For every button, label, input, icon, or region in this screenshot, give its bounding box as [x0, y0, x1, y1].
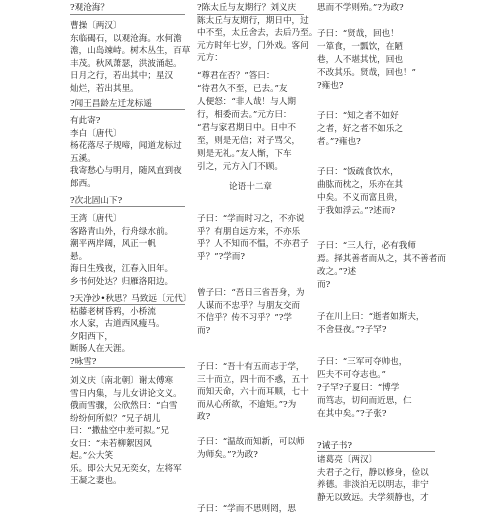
block-first-line: 曹操〔两汉〕	[70, 21, 122, 31]
text-line: 乎？有朋自远方来，不亦乐	[197, 226, 301, 237]
block-first-line: 王湾〔唐代〕	[70, 214, 122, 224]
text-line: 乡书何处达？归雁洛阳边。	[70, 276, 174, 287]
block-first-line: 子曰：“吾十有五而志于学，	[197, 362, 305, 372]
text-line: 海日生残夜，江春入旧年。	[70, 264, 174, 274]
text-line: 不改其乐。贤哉，回也！”	[317, 68, 416, 78]
block-first-line: 子曰：“学而不思则罔，思	[197, 504, 296, 514]
text-line: ?子罕?子夏曰：“博学	[317, 383, 400, 393]
text-line: 日月之行，若出其中；星汉	[70, 71, 174, 81]
block-first-line: 有此寄?	[70, 116, 101, 126]
block-first-line: ?诫子书?	[317, 441, 352, 451]
text-line: 俄而雪骤，公欣然曰：“白雪	[70, 401, 178, 411]
block-first-line: ?陈太丘与友期行？刘义庆	[197, 3, 297, 13]
text-line: 东临碣石，以观沧海。水何澹	[70, 33, 182, 44]
text-line: 中不至，太丘舍去，去后乃至。	[197, 28, 318, 38]
text-line: 陈太丘与友期行，期日中，过	[197, 15, 309, 26]
text-block	[197, 436, 304, 461]
text-line: 在其中矣。”?子张?	[317, 409, 387, 419]
text-line: 引之，元方入门不顾。	[197, 162, 283, 172]
text-line: 一箪食，一瓢饮，在陋	[317, 42, 403, 52]
text-block	[70, 375, 185, 488]
text-line: 人便怒：“非人哉！与人期	[197, 97, 296, 107]
block-first-line: 论语十二章	[229, 182, 272, 192]
text-line: 中矣。不义而富且贵，	[317, 193, 403, 203]
text-block	[317, 28, 435, 93]
text-line: 乎？”?学而?	[197, 251, 245, 262]
block-first-line: 思而不学则殆。”?为政?	[317, 3, 404, 13]
text-line: 人谋而不忠乎？与朋友交而	[197, 300, 301, 311]
text-line: 杨花落尽子规啼，闻道龙标过	[70, 141, 182, 151]
text-block	[317, 110, 435, 149]
text-block	[70, 98, 185, 111]
text-line: “待君久不至，已去。”友	[197, 84, 288, 94]
block-first-line: ?次北固山下?	[70, 196, 123, 206]
text-line: 断肠人在天涯。	[70, 344, 131, 354]
block-first-line: 子曰：“温故而知新，可以师	[197, 437, 305, 447]
block-first-line: 诸葛亮〔两汉〕	[317, 455, 378, 465]
block-first-line: 子曰：“知之者不如好	[317, 111, 399, 121]
text-line: 夕阳西下，	[70, 331, 113, 342]
block-first-line: 曾子曰：“吾日三省吾身，为	[197, 288, 305, 298]
text-line: 雪日内集，与儿女讲论文义。	[70, 388, 182, 399]
text-line: 则是无礼。”友人惭，下车	[197, 149, 292, 159]
text-line: 王凝之妻也。	[70, 476, 122, 486]
text-line: 五溪。	[70, 153, 96, 164]
text-block	[317, 240, 446, 292]
text-line: 而从心所欲，不逾矩。”?为	[197, 399, 297, 410]
text-block	[317, 454, 435, 504]
block-first-line: 子曰：“学而时习之，不亦说	[197, 214, 305, 224]
block-first-line: ?闻王昌龄左迁龙标遥	[70, 99, 152, 109]
text-line: 不信乎？传不习乎？”?学	[197, 313, 292, 323]
text-line: 郎西。	[70, 178, 96, 189]
block-first-line: 子曰：“饭疏食饮水，	[317, 167, 399, 177]
text-line: 为师矣。”?为政?	[197, 449, 258, 460]
text-line: 纷纷何所似？”兄子胡儿	[70, 413, 161, 424]
block-first-line: 子曰：“贤哉，回也！	[317, 29, 399, 39]
text-line: 起。”公大笑	[70, 451, 114, 461]
text-line: 静无以致远。夫学须静也，才	[317, 492, 429, 503]
block-first-line: ?天净沙•秋思？马致远〔元代〕	[70, 294, 192, 304]
text-line: 曰：“撒盐空中差可拟。”兄	[70, 426, 170, 436]
text-line: 行，相委而去。”元方曰：	[197, 110, 292, 120]
text-block	[317, 311, 435, 337]
text-line: 三十而立，四十而不惑，五十	[197, 374, 309, 385]
text-line: 而笃志，切问而近思，仁	[317, 396, 412, 406]
block-first-line: ?观沧海？	[70, 3, 109, 13]
text-block	[317, 356, 435, 421]
text-line: 元方时年七岁，门外戏。客问	[197, 40, 309, 51]
text-line: 不舍昼夜。”?子罕?	[317, 325, 387, 335]
text-line: 夫君子之行，静以修身，俭以	[317, 467, 429, 478]
text-block	[70, 293, 192, 356]
text-block	[197, 70, 304, 174]
text-block	[317, 166, 435, 218]
text-line: 者。”?雍也?	[317, 137, 361, 147]
text-line: ?雍也?	[317, 81, 344, 91]
text-line: 政?	[197, 412, 211, 422]
block-first-line: 子曰：“三军可夺帅也，	[317, 357, 408, 367]
text-line: 潮平两岸阔，风正一帆	[70, 239, 156, 249]
text-block	[197, 503, 304, 516]
text-line: 枯藤老树昏鸦，小桥流	[70, 306, 156, 317]
text-block	[70, 195, 185, 208]
text-line: 而知天命，六十而耳顺，七十	[197, 387, 309, 397]
text-line: 于我如浮云。”?述而?	[317, 206, 396, 216]
text-line: 而?	[197, 325, 211, 336]
text-line: 元方：	[197, 53, 223, 63]
text-line: 焉。择其善者而从之，其不善者而	[317, 254, 446, 264]
text-line: 匹夫不可夺志也。”	[317, 370, 386, 380]
text-line: 乎？人不知而不愠，不亦君子	[197, 239, 309, 249]
block-first-line: “尊君在否？”答曰：	[197, 71, 275, 81]
text-line: 水人家，古道西风瘦马。	[70, 319, 165, 329]
text-line: 改之。”?述	[317, 267, 357, 277]
text-block	[70, 20, 191, 95]
text-line: 乐。即公大兄无奕女，左将军	[70, 463, 182, 474]
block-first-line: 刘义庆〔南北朝〕谢太傅寒	[70, 376, 174, 386]
text-block	[197, 181, 304, 194]
text-block	[70, 2, 185, 15]
text-line: 巷，人不堪其忧，回也	[317, 55, 403, 65]
text-line: 女曰：“未若柳絮因风	[70, 438, 152, 449]
text-line: 养德。非淡泊无以明志，非宁	[317, 480, 429, 490]
text-line: 至，则是无信；对子骂父，	[197, 136, 301, 146]
text-line: 丰茂。秋风萧瑟，洪波涌起。	[70, 58, 182, 69]
text-line: “君与家君期日中。日中不	[197, 123, 296, 133]
text-line: 悬。	[70, 251, 88, 262]
block-first-line: 子曰：“三人行，必有我师	[317, 241, 416, 251]
text-block	[70, 115, 185, 190]
text-block	[70, 356, 185, 369]
text-line: 客路青山外，行舟绿水前。	[70, 226, 174, 237]
text-line: 之者，好之者不如乐之	[317, 124, 403, 134]
text-line: 李白〔唐代〕	[70, 128, 122, 139]
text-block	[197, 2, 318, 65]
block-first-line: 子在川上曰：“逝者如斯夫，	[317, 312, 425, 322]
text-line: 灿烂，若出其里。	[70, 83, 139, 94]
text-block	[197, 361, 309, 424]
block-first-line: ?咏雪?	[70, 357, 97, 367]
text-line: 曲肱而枕之，乐亦在其	[317, 180, 403, 190]
text-line: 澹，山岛竦峙。树木丛生，百草	[70, 46, 191, 56]
text-block	[70, 213, 185, 288]
text-block	[197, 213, 309, 263]
text-line: 我寄愁心与明月，随风直到夜	[70, 166, 182, 176]
text-block	[317, 2, 435, 15]
text-block	[197, 287, 304, 337]
text-block	[317, 440, 435, 453]
text-line: 而?	[317, 280, 331, 290]
